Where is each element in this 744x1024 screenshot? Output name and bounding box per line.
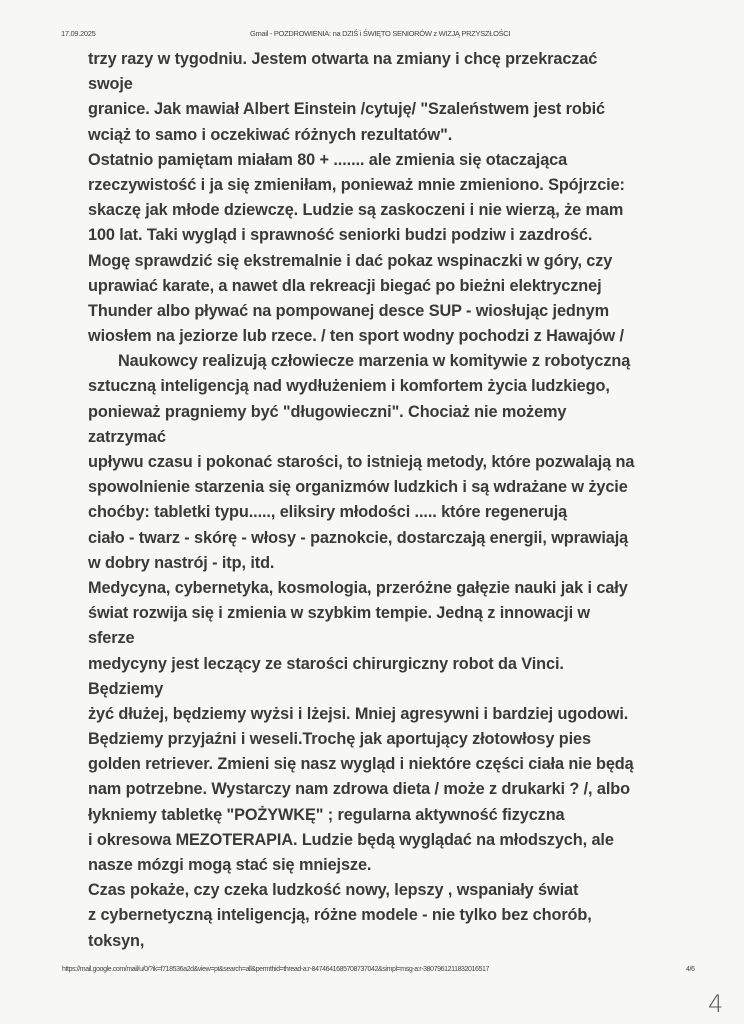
- print-url: https://mail.google.com/mail/u/0/?ik=f718536a2d&view=pt&search=all&permthid=thread-a:r-8474641685708737042&simpl=msg-a:r-3807961211832016517: [62, 966, 490, 973]
- text-line: spowolnienie starzenia się organizmów ludzkich i są wdrażane w życie: [88, 478, 628, 497]
- text-line: ponieważ pragniemy być "długowieczni". Chociaż nie możemy: [88, 402, 567, 421]
- text-line: Ostatnio pamiętam miałam 80 + ....... ale zmienia się otaczająca: [88, 150, 568, 169]
- text-line: łykniemy tabletkę "POŻYWKĘ" ; regularna aktywność fizyczna: [88, 805, 565, 824]
- text-line: wciąż to samo i oczekiwać różnych rezultatów".: [88, 125, 453, 144]
- text-line: Będziemy: [88, 679, 164, 698]
- text-line: upływu czasu i pokonać starości, to istnieją metody, które pozwalają na: [88, 453, 635, 471]
- text-line: nasze mózgi mogą stać się mniejsze.: [88, 856, 372, 874]
- text-line: trzy razy w tygodniu. Jestem otwarta na zmiany i chcę przekraczać: [88, 50, 598, 68]
- text-line: Medycyna, cybernetyka, kosmologia, przeróżne gałęzie nauki jak i cały: [88, 578, 628, 597]
- text-line: nam potrzebne. Wystarczy nam zdrowa dieta / może z drukarki ? /, albo: [88, 780, 630, 799]
- text-line: swoje: [88, 75, 133, 94]
- text-line: medycyny jest leczący ze starości chirurgiczny robot da Vinci.: [88, 654, 564, 673]
- text-line: żyć dłużej, będziemy wyżsi i lżejsi. Mniej agresywni i bardziej ugodowi.: [88, 704, 629, 723]
- text-line: sztuczną inteligencją nad wydłużeniem i komfortem życia ludzkiego,: [88, 377, 610, 396]
- text-line: golden retriever. Zmieni się nasz wygląd i niektóre części ciała nie będą: [88, 755, 634, 774]
- print-page-number: 4/6: [686, 966, 695, 973]
- text-line: choćby: tabletki typu....., eliksiry młodości ..... które regenerują: [88, 503, 568, 522]
- text-line: granice. Jak mawiał Albert Einstein /cytuję/ "Szaleństwem jest robić: [88, 100, 605, 119]
- text-line: i okresowa MEZOTERAPIA. Ludzie będą wyglądać na młodszych, ale: [88, 830, 614, 849]
- text-line: uprawiać karate, a nawet dla rekreacji biegać po bieżni elektrycznej: [88, 276, 602, 295]
- text-line: Czas pokaże, czy czeka ludzkość nowy, lepszy , wspaniały świat: [88, 881, 579, 900]
- text-line: toksyn,: [88, 931, 145, 950]
- text-line: w dobry nastrój - itp, itd.: [88, 553, 275, 572]
- text-line: wiosłem na jeziorze lub rzece. / ten sport wodny pochodzi z Hawajów /: [88, 327, 624, 346]
- text-line: Będziemy przyjaźni i weseli.Trochę jak aportujący złotowłosy pies: [88, 730, 591, 749]
- print-date: 17.09.2025: [61, 29, 96, 38]
- text-line: zatrzymać: [88, 427, 166, 446]
- text-line: Naukowcy realizują człowiecze marzenia w komitywie z robotyczną: [118, 352, 631, 371]
- document-body: [88, 47, 634, 954]
- text-line: sferze: [88, 629, 135, 648]
- text-line: ciało - twarz - skórę - włosy - paznokcie, dostarczają energii, wprawiają: [88, 528, 629, 547]
- text-line: Thunder albo pływać na pompowanej desce SUP - wiosłując jednym: [88, 301, 609, 320]
- text-line: 100 lat. Taki wygląd i sprawność seniorki budzi podziw i zazdrość.: [88, 226, 593, 245]
- text-line: rzeczywistość i ja się zmieniłam, ponieważ mnie zmieniono. Spójrzcie:: [88, 175, 625, 194]
- print-title: Gmail - POZDROWIENIA: na DZIŚ i ŚWIĘTO SENIORÓW z WIZJĄ PRZYSZŁOŚCI: [250, 29, 511, 38]
- text-line: skaczę jak młode dziewczę. Ludzie są zaskoczeni i nie wierzą, że mam: [88, 201, 624, 220]
- text-line: z cybernetyczną inteligencją, różne modele - nie tylko bez chorób,: [88, 906, 592, 925]
- text-line: Mogę sprawdzić się ekstremalnie i dać pokaz wspinaczki w góry, czy: [88, 251, 613, 270]
- text-line: świat rozwija się i zmienia w szybkim tempie. Jedną z innowacji w: [88, 604, 590, 623]
- handwritten-page-number: 4: [708, 990, 724, 1018]
